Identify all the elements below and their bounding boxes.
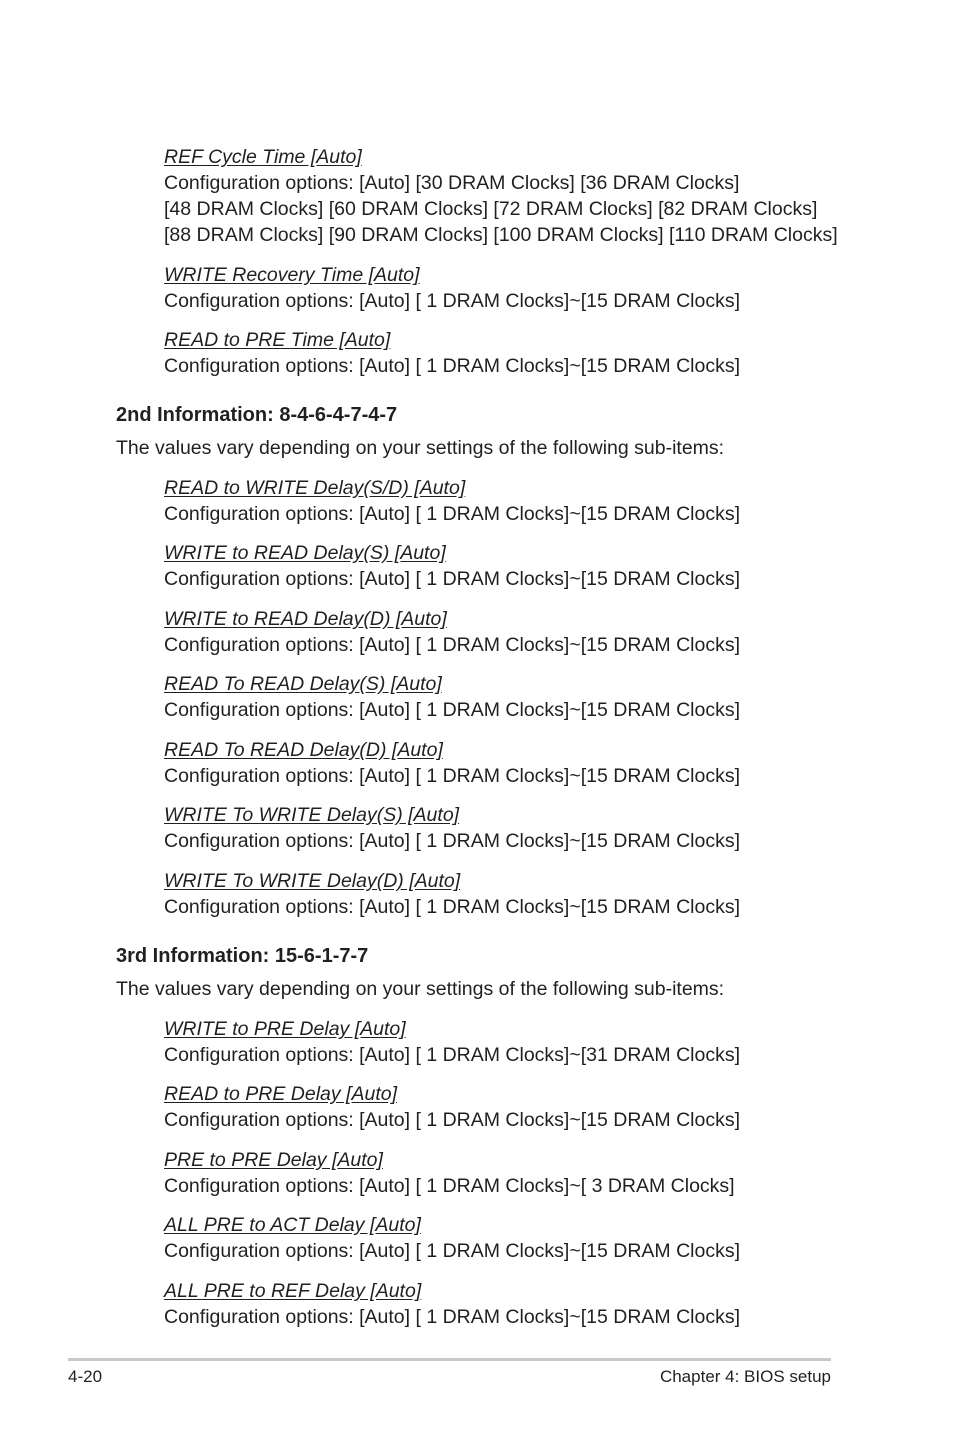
section-2-item-title: READ To READ Delay(S) [Auto]: [164, 673, 442, 695]
section-2-item-options: Configuration options: [Auto] [ 1 DRAM Clocks]~[15 DRAM Clocks]: [164, 503, 741, 525]
section-3-item-options: Configuration options: [Auto] [ 1 DRAM Clocks]~[15 DRAM Clocks]: [164, 1240, 741, 1262]
section-2-item-options: Configuration options: [Auto] [ 1 DRAM Clocks]~[15 DRAM Clocks]: [164, 634, 741, 656]
section-2-item-title: READ To READ Delay(D) [Auto]: [164, 739, 443, 761]
section-3-item-title: WRITE to PRE Delay [Auto]: [164, 1018, 406, 1040]
read-to-pre-time-title: READ to PRE Time [Auto]: [164, 329, 391, 351]
ref-cycle-time-title: REF Cycle Time [Auto]: [164, 146, 362, 168]
section-2-item-title: WRITE To WRITE Delay(S) [Auto]: [164, 804, 460, 826]
section-3-item-options: Configuration options: [Auto] [ 1 DRAM Clocks]~[15 DRAM Clocks]: [164, 1306, 741, 1328]
section-2-item-options: Configuration options: [Auto] [ 1 DRAM Clocks]~[15 DRAM Clocks]: [164, 568, 741, 590]
section-2-item-title: WRITE to READ Delay(D) [Auto]: [164, 608, 447, 630]
write-recovery-time-options: Configuration options: [Auto] [ 1 DRAM Clocks]~[15 DRAM Clocks]: [164, 290, 741, 312]
section-3-description: The values vary depending on your settings of the following sub-items:: [116, 978, 725, 1000]
section-2-description: The values vary depending on your settings of the following sub-items:: [116, 437, 725, 459]
footer-divider: [68, 1358, 831, 1361]
read-to-pre-time-options: Configuration options: [Auto] [ 1 DRAM Clocks]~[15 DRAM Clocks]: [164, 355, 741, 377]
section-3-item-title: READ to PRE Delay [Auto]: [164, 1083, 398, 1105]
section-2-item-options: Configuration options: [Auto] [ 1 DRAM Clocks]~[15 DRAM Clocks]: [164, 699, 741, 721]
section-3-item-title: ALL PRE to ACT Delay [Auto]: [164, 1214, 421, 1236]
ref-cycle-time-options-line-2: [48 DRAM Clocks] [60 DRAM Clocks] [72 DRAM Clocks] [82 DRAM Clocks]: [164, 198, 818, 220]
page-number: 4-20: [68, 1367, 103, 1386]
section-2-item-options: Configuration options: [Auto] [ 1 DRAM Clocks]~[15 DRAM Clocks]: [164, 765, 741, 787]
section-3-item-options: Configuration options: [Auto] [ 1 DRAM Clocks]~[15 DRAM Clocks]: [164, 1109, 741, 1131]
section-3-heading: 3rd Information: 15-6-1-7-7: [116, 945, 369, 967]
section-2-heading: 2nd Information: 8-4-6-4-7-4-7: [116, 404, 398, 426]
chapter-label: Chapter 4: BIOS setup: [659, 1367, 831, 1386]
section-3-item-options: Configuration options: [Auto] [ 1 DRAM Clocks]~[ 3 DRAM Clocks]: [164, 1175, 735, 1197]
section-3-item-title: PRE to PRE Delay [Auto]: [164, 1149, 383, 1171]
section-2-item-options: Configuration options: [Auto] [ 1 DRAM Clocks]~[15 DRAM Clocks]: [164, 896, 741, 918]
section-2-item-options: Configuration options: [Auto] [ 1 DRAM Clocks]~[15 DRAM Clocks]: [164, 830, 741, 852]
section-3-item-options: Configuration options: [Auto] [ 1 DRAM Clocks]~[31 DRAM Clocks]: [164, 1044, 741, 1066]
section-2-item-title: WRITE To WRITE Delay(D) [Auto]: [164, 870, 461, 892]
ref-cycle-time-options-line-1: Configuration options: [Auto] [30 DRAM Clocks] [36 DRAM Clocks]: [164, 172, 740, 194]
section-2-item-title: READ to WRITE Delay(S/D) [Auto]: [164, 477, 466, 499]
section-3-item-title: ALL PRE to REF Delay [Auto]: [164, 1280, 422, 1302]
section-2-item-title: WRITE to READ Delay(S) [Auto]: [164, 542, 446, 564]
ref-cycle-time-options-line-3: [88 DRAM Clocks] [90 DRAM Clocks] [100 DRAM Clocks] [110 DRAM Clocks]: [164, 224, 838, 246]
write-recovery-time-title: WRITE Recovery Time [Auto]: [164, 264, 420, 286]
